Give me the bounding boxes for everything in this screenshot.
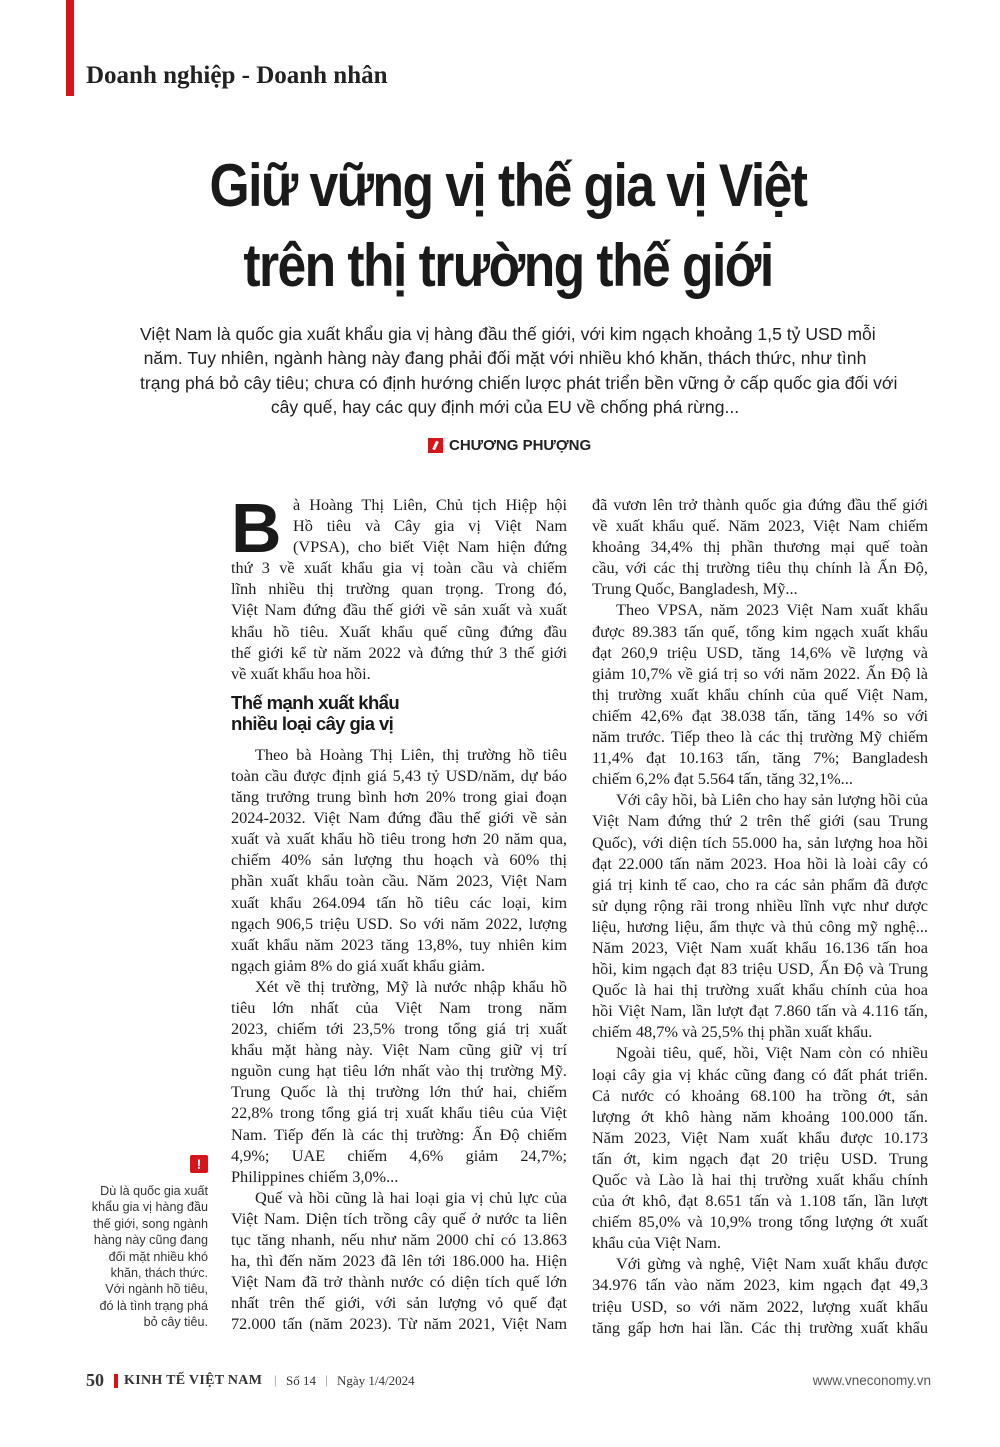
text-line: ha, thì đến năm 2023 đã lên tới 186.000 ha. Hiện [231, 1251, 567, 1271]
text-line: nhất trên thế giới, với sản lượng vỏ quế đạt [231, 1293, 567, 1313]
text-line: xuất khẩu 264.094 tấn hồ tiêu các loại, kim [231, 892, 567, 912]
text-line: 2023, chiếm tới 23,5% trong tổng giá trị xuất [231, 1019, 567, 1039]
text-line: đạt 260,9 triệu USD, tăng 14,6% về lượng và [592, 642, 928, 662]
text-line: lĩnh nhiều thị trường quan trọng. Trong đó, [231, 579, 567, 599]
section-accent-bar [66, 0, 74, 96]
paragraph [592, 1253, 928, 1337]
page-number: 50 [86, 1370, 104, 1390]
text-line: Việt Nam đứng thứ 2 trên thế giới (sau Trung [592, 811, 928, 831]
text-line: Theo VPSA, năm 2023 Việt Nam xuất khẩu [616, 600, 928, 620]
text-line: Việt Nam đã trở thành nước có diện tích quế lớn [231, 1272, 567, 1292]
text-line: Với ngành hồ tiêu, [105, 1282, 208, 1297]
text-line: Theo bà Hoàng Thị Liên, thị trường hồ tiêu [255, 744, 567, 764]
text-line: khoảng 34,4% thị phần thương mại quế toàn [592, 537, 928, 557]
text-line: nguồn cung hạt tiêu lớn nhất vào thị trường Mỹ. [231, 1061, 567, 1081]
pull-quote [86, 1155, 208, 1331]
paragraph [592, 599, 928, 789]
text-line: Ngoài tiêu, quế, hồi, Việt Nam còn có nhiều [616, 1043, 928, 1063]
text-line: chiếm 6,2% đạt 5.564 tấn, tăng 32,1%... [592, 769, 853, 789]
issue-date: Ngày 1/4/2024 [337, 1373, 415, 1388]
text-line: loại cây gia vị khác cũng đang có đất phát triển. [592, 1064, 928, 1084]
footer-separator: | [274, 1372, 277, 1387]
pen-icon [428, 438, 443, 453]
text-line: Quốc), với diện tích 55.000 ha, sản lượng hoa hồi [592, 832, 928, 852]
sapo-line: cây quế, hay các quy định mới của EU về chống phá rừng... [270, 396, 740, 417]
footer-accent-mark [114, 1374, 118, 1388]
text-line: Nam. Tiếp đến là các thị trường: Ấn Độ chiếm [231, 1124, 567, 1144]
paragraph [592, 494, 928, 599]
text-line: toàn cầu được định giá 5,43 tỷ USD/năm, dự báo [231, 765, 567, 785]
text-line: lượng ớt khô hàng năm khoảng 100.000 tấn. [592, 1106, 928, 1126]
text-line: chiếm 85,0% và 10,9% trong tổng lượng ớt xuất [592, 1212, 928, 1232]
text-line: à Hoàng Thị Liên, Chủ tịch Hiệp hội [293, 495, 567, 514]
text-line: đó là tình trạng phá [99, 1298, 208, 1313]
paragraph [231, 557, 567, 684]
footer-separator: | [325, 1372, 328, 1387]
text-line: tấn ớt, kim ngạch đạt 20 triệu USD. Trung [592, 1148, 928, 1168]
author-name: CHƯƠNG PHƯỢNG [449, 437, 592, 454]
text-line: Năm 2023, Việt Nam xuất khẩu được 10.173 [592, 1127, 928, 1147]
exclamation-icon: ! [190, 1155, 208, 1173]
text-line: chiếm 48,7% và 25,5% thị phần xuất khẩu. [592, 1022, 873, 1042]
text-line: 11,4% đạt 10.163 tấn, tăng 7%; Bangladesh [592, 748, 928, 768]
text-line: Xét về thị trường, Mỹ là nước nhập khẩu hồ [255, 976, 567, 996]
text-line: thế giới kể từ năm 2022 và đứng thứ 3 thế giới [231, 642, 567, 662]
paragraph [231, 1187, 567, 1335]
text-line: Quốc là hai thị trường xuất khẩu chính của hoa [592, 980, 928, 1000]
text-line: xuất và xuất khẩu hồ tiêu trong hơn 20 năm qua, [231, 829, 567, 849]
text-line: được 89.383 tấn quế, tổng kim ngạch xuất khẩu [592, 621, 928, 641]
website-link[interactable]: www.vneconomy.vn [812, 1373, 931, 1388]
text-line: hồi Việt Nam, lần lượt đạt 7.860 tấn và 4.116 tấn, [592, 1001, 928, 1021]
text-line: 4,9%; UAE chiếm 4,6% giảm 24,7%; [231, 1145, 567, 1165]
article-sapo [140, 322, 898, 419]
text-line: khẩu mặt hàng này. Việt Nam cũng giữ vị trí [231, 1040, 567, 1060]
text-line: Việt Nam. Diện tích trồng cây quế ở nước ta liên [231, 1208, 567, 1228]
text-line: hồi, kim ngạch đạt 83 triệu USD, Ấn Độ và Trung [592, 959, 928, 979]
subheading [231, 692, 567, 734]
text-line: thứ 3 về xuất khẩu gia vị toàn cầu và chiếm [231, 558, 567, 578]
title-line: trên thị trường thế giới [243, 232, 773, 299]
text-line: Cả nước có khoảng 68.100 ha trồng ớt, sản [592, 1085, 928, 1105]
text-line: Dù là quốc gia xuất [100, 1184, 208, 1198]
section-label: Doanh nghiệp - Doanh nhân [86, 62, 388, 89]
text-line: Quốc và Lào là hai thị trường xuất khẩu chính [592, 1170, 928, 1189]
text-line: sử dụng rộng rãi trong nhiều lĩnh vực như dược [592, 895, 928, 915]
paragraph [231, 744, 567, 976]
text-line: Với cây hồi, bà Liên cho hay sản lượng hồi của [616, 790, 928, 810]
text-line: Trung Quốc là thị trường lớn thứ hai, chiếm [231, 1082, 567, 1102]
text-line: tiêu lớn nhất của Việt Nam trong năm [231, 997, 567, 1017]
text-line: liệu, hương liệu, ẩm thực và thủ công mỹ nghệ... [592, 916, 928, 936]
text-line: về xuất khẩu quế. Năm 2023, Việt Nam chiếm [592, 516, 928, 536]
text-line: giá trị kinh tế cao, cho ra các sản phẩm đã được [592, 874, 928, 894]
sapo-line: Việt Nam là quốc gia xuất khẩu gia vị hàng đầu thế giới, với kim ngạch khoảng 1,5 tỷ USD mỗi [140, 324, 876, 344]
text-line: (VPSA), cho biết Việt Nam hiện đứng [293, 537, 567, 557]
drop-cap: B [231, 489, 282, 567]
text-line: xuất khẩu năm 2023 tăng 13,8%, tuy nhiên kim [231, 934, 567, 954]
text-line: cầu, với các thị trường tiêu thụ chính là Ấn Độ, [592, 558, 928, 578]
text-line: của ớt khô, đạt 8.651 tấn và 1.108 tấn, lần lượt [592, 1191, 928, 1211]
text-line: tăng gấp hơn hai lần. Các thị trường xuất khẩu [592, 1317, 928, 1337]
article-column-1 [231, 489, 567, 1334]
text-line: Với gừng và nghệ, Việt Nam xuất khẩu được [616, 1254, 928, 1274]
text-line: khăn, thách thức. [110, 1266, 208, 1281]
sapo-line: trạng phá bỏ cây tiêu; chưa có định hướng chiến lược phát triển bền vững ở cấp quốc gia đối với [140, 372, 898, 393]
text-line: chiếm 40% sản lượng thu hoạch và 60% thị [231, 850, 567, 870]
text-line: Năm 2023, Việt Nam xuất khẩu 16.136 tấn hoa [592, 937, 928, 957]
text-line: 34.976 tấn vào năm 2023, kim ngạch đạt 49,3 [592, 1275, 928, 1295]
text-line: giảm 10,7% về giá trị so với năm 2022. Ấn Độ là [592, 663, 928, 683]
sapo-line: năm. Tuy nhiên, ngành hàng này đang phải đối mặt với nhiều khó khăn, thách thức, như tình [143, 348, 867, 369]
issue-number: Số 14 [286, 1373, 316, 1388]
text-line: hàng này cũng đang [93, 1233, 208, 1248]
text-line: năm trước. Tiếp theo là các thị trường Mỹ chiếm [592, 727, 928, 747]
magazine-name: KINH TẾ VIỆT NAM [124, 1373, 263, 1388]
text-line: tục tăng nhanh, nếu như năm 2000 chỉ có 13.863 [231, 1230, 567, 1249]
title-line: Giữ vững vị thế gia vị Việt [209, 152, 807, 219]
subheading-line: Thế mạnh xuất khẩu [231, 691, 400, 713]
text-line: 2024-2032. Việt Nam đứng đầu thế giới về sản [231, 808, 567, 828]
text-line: khẩu hồ tiêu. Xuất khẩu quế cũng đứng đầu [231, 621, 567, 641]
text-line: khẩu gia vị hàng đầu [91, 1200, 208, 1215]
text-line: về xuất khẩu hoa hồi. [231, 663, 371, 683]
text-line: bỏ cây tiêu. [143, 1315, 208, 1330]
text-line: ngạch giảm 8% do giá xuất khẩu giảm. [231, 955, 486, 975]
article-column-2 [592, 494, 928, 1338]
text-line: Trung Quốc, Bangladesh, Mỹ... [592, 579, 798, 599]
text-line: Quế và hồi cũng là hai loại gia vị chủ lực của [255, 1187, 567, 1207]
pull-quote-text [86, 1183, 208, 1331]
text-line: đạt 22.000 tấn năm 2023. Hoa hồi là loài cây có [592, 853, 928, 873]
text-line: 22,8% trong tổng giá trị xuất khẩu tiêu của Việt [231, 1103, 567, 1123]
paragraph [592, 789, 928, 1042]
text-line: đối mặt nhiều khó [108, 1249, 208, 1264]
text-line: ngạch 906,5 triệu USD. So với năm 2022, lượng [231, 913, 567, 933]
author-byline [428, 437, 591, 454]
text-line: chiếm 42,6% đạt 38.038 tấn, tăng 14% so với [592, 705, 928, 725]
text-line: triệu USD, so với năm 2022, lượng xuất khẩu [592, 1296, 928, 1316]
article-title [157, 146, 859, 306]
page-footer [86, 1372, 931, 1392]
paragraph [231, 976, 567, 1187]
text-line: khẩu của Việt Nam. [592, 1233, 721, 1253]
text-line: phần xuất khẩu toàn cầu. Năm 2023, Việt Nam [231, 871, 567, 891]
paragraph [592, 1042, 928, 1253]
text-line: tăng trưởng trung bình hơn 20% trong giai đoạn [231, 787, 567, 807]
text-line: Việt Nam đứng đầu thế giới về sản xuất và xuất [231, 600, 567, 620]
text-line: thị trường xuất khẩu chính của quế Việt Nam, [592, 684, 928, 704]
text-line: Philippines chiếm 3,0%... [231, 1166, 399, 1186]
text-line: Hồ tiêu và Cây gia vị Việt Nam [293, 516, 567, 536]
text-line: thế giới, song ngành [93, 1216, 208, 1231]
text-line: đã vươn lên trở thành quốc gia đứng đầu thế giới [592, 495, 928, 514]
subheading-line: nhiều loại cây gia vị [231, 712, 394, 734]
text-line: 72.000 tấn (năm 2023). Từ năm 2021, Việt Nam [231, 1314, 567, 1334]
